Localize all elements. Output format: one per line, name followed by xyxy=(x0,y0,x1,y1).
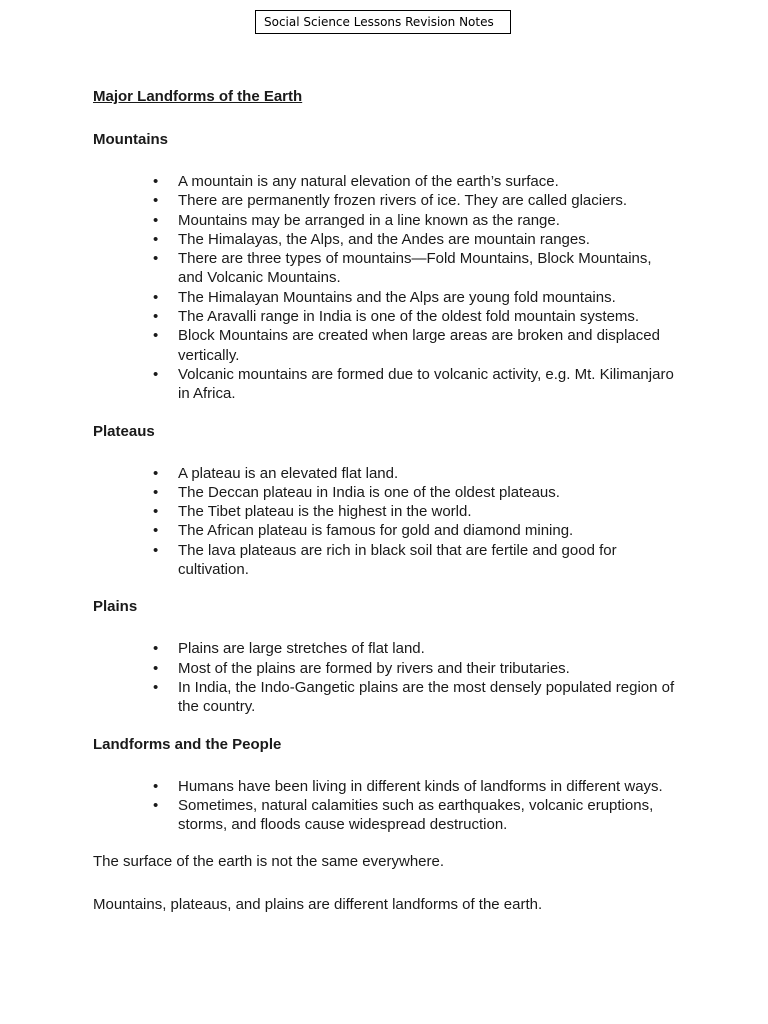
paragraph: The surface of the earth is not the same everywhere. xyxy=(93,853,445,871)
bullet-icon: • xyxy=(153,250,159,268)
list-item xyxy=(93,521,678,540)
list-item-text: Mountains may be arranged in a line known as the range. xyxy=(178,211,560,229)
bullet-icon: • xyxy=(153,192,159,210)
bullet-list xyxy=(93,777,693,835)
bullet-icon: • xyxy=(153,211,159,229)
list-item xyxy=(93,172,678,191)
list-item xyxy=(93,777,678,796)
list-item xyxy=(93,639,678,658)
list-item-text: There are three types of mountains—Fold Mountains, Block Mountains, and Volcanic Mountains. xyxy=(178,250,652,287)
section-heading: Plateaus xyxy=(93,422,155,440)
section-heading: Plains xyxy=(93,598,138,616)
list-item-text: The Himalayas, the Alps, and the Andes are mountain ranges. xyxy=(178,230,590,248)
bullet-icon: • xyxy=(153,659,159,677)
list-item-text: The Tibet plateau is the highest in the world. xyxy=(178,503,472,521)
list-item-text: A plateau is an elevated flat land. xyxy=(178,464,399,482)
list-item-text: The Deccan plateau in India is one of the oldest plateaus. xyxy=(178,483,560,501)
list-item-text: In India, the Indo-Gangetic plains are the most densely populated region of the country. xyxy=(178,678,675,716)
list-item-text: Volcanic mountains are formed due to volcanic activity, e.g. Mt. Kilimanjaro in Africa. xyxy=(178,365,674,403)
list-item-text: Humans have been living in different kinds of landforms in different ways. xyxy=(178,777,663,795)
section-heading: Mountains xyxy=(93,131,168,148)
bullet-list xyxy=(93,172,693,404)
list-item-text: The Aravalli range in India is one of the oldest fold mountain systems. xyxy=(178,308,640,326)
document-title: Major Landforms of the Earth xyxy=(93,88,303,105)
list-item xyxy=(93,288,678,307)
list-item xyxy=(93,502,678,521)
bullet-icon: • xyxy=(153,777,159,795)
bullet-icon: • xyxy=(153,522,159,540)
list-item-text: The lava plateaus are rich in black soil that are fertile and good for cultivation. xyxy=(178,541,617,579)
bullet-list xyxy=(93,464,693,580)
list-item xyxy=(93,249,678,288)
document-body xyxy=(93,86,693,937)
list-item-text: The African plateau is famous for gold and diamond mining. xyxy=(178,522,574,540)
list-item xyxy=(93,796,678,835)
bullet-icon: • xyxy=(153,796,159,814)
list-item-text: There are permanently frozen rivers of ice. They are called glaciers. xyxy=(178,192,628,210)
bullet-icon: • xyxy=(153,678,159,696)
bullet-icon: • xyxy=(153,541,159,559)
list-item xyxy=(93,307,678,326)
list-item-text: Most of the plains are formed by rivers and their tributaries. xyxy=(178,659,570,677)
bullet-icon: • xyxy=(153,464,159,482)
list-item xyxy=(93,230,678,249)
bullet-list xyxy=(93,639,693,716)
bullet-icon: • xyxy=(153,483,159,501)
list-item xyxy=(93,483,678,502)
bullet-icon: • xyxy=(153,503,159,521)
sections-container xyxy=(93,129,693,834)
bullet-icon: • xyxy=(153,365,159,383)
list-item xyxy=(93,659,678,678)
list-item xyxy=(93,191,678,210)
bullet-icon: • xyxy=(153,327,159,345)
list-item-text: Block Mountains are created when large areas are broken and displaced vertically. xyxy=(178,327,660,364)
list-item-text: The Himalayan Mountains and the Alps are young fold mountains. xyxy=(178,288,616,306)
list-item-text: A mountain is any natural elevation of the earth’s surface. xyxy=(178,173,559,190)
section-heading: Landforms and the People xyxy=(93,735,282,753)
bullet-icon: • xyxy=(153,173,159,190)
bullet-icon: • xyxy=(153,230,159,248)
list-item xyxy=(93,541,678,580)
bullet-icon: • xyxy=(153,640,159,658)
list-item xyxy=(93,326,678,365)
bullet-icon: • xyxy=(153,308,159,326)
paragraph: Mountains, plateaus, and plains are different landforms of the earth. xyxy=(93,896,543,914)
document-header-box: Social Science Lessons Revision Notes xyxy=(255,10,511,34)
bullet-icon: • xyxy=(153,288,159,306)
list-item-text: Plains are large stretches of flat land. xyxy=(178,640,425,658)
list-item-text: Sometimes, natural calamities such as earthquakes, volcanic eruptions, storms, and floods cause widespread destruction. xyxy=(178,796,654,834)
list-item xyxy=(93,464,678,483)
list-item xyxy=(93,678,678,717)
list-item xyxy=(93,365,678,404)
list-item xyxy=(93,211,678,230)
closing-paragraphs xyxy=(93,851,693,916)
